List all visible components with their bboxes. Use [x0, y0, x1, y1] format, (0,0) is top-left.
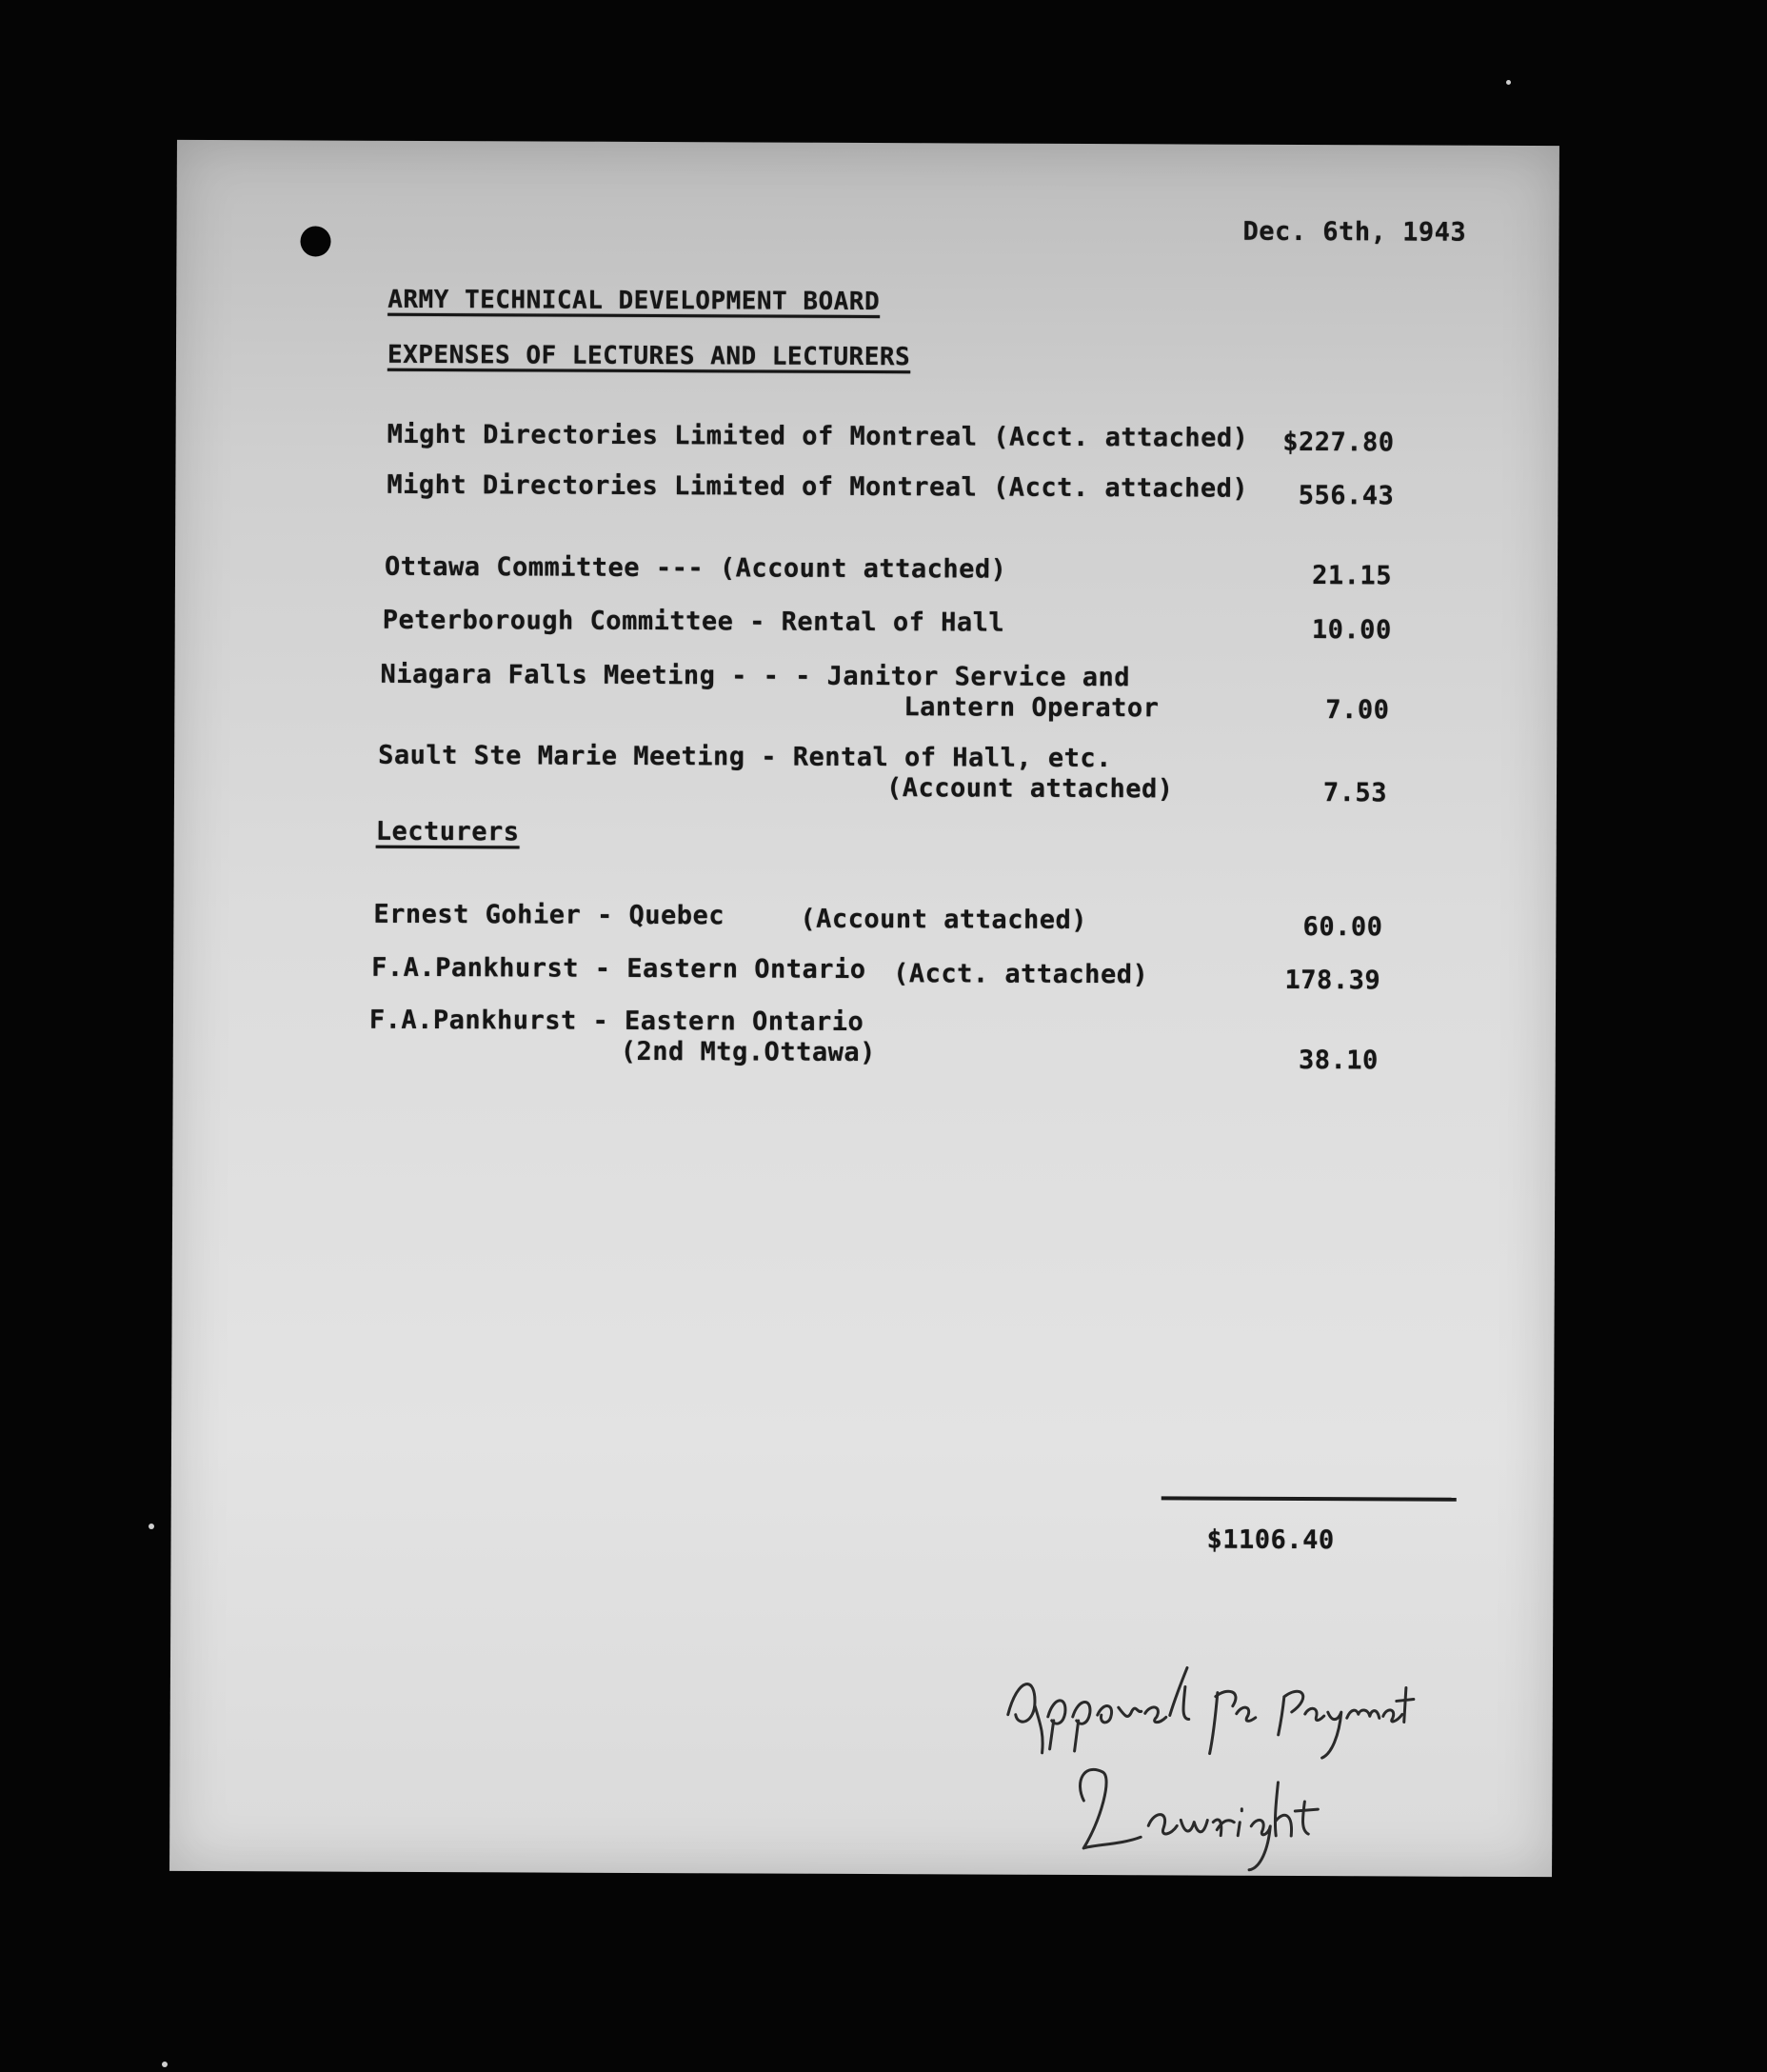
lecturer-amount: 60.00 — [1302, 912, 1383, 943]
punch-hole — [300, 226, 330, 256]
document-page — [169, 140, 1559, 1877]
expense-item-amount: 7.00 — [1325, 695, 1390, 726]
expense-item-label: Sault Ste Marie Meeting - Rental of Hall, etc. — [378, 740, 1112, 774]
lecturer-note: (Account attached) — [800, 904, 1088, 936]
expense-item-amount: 21.15 — [1312, 561, 1393, 591]
expense-item-amount: 7.53 — [1322, 778, 1388, 808]
expense-item-label: Might Directories Limited of Montreal (Acct. attached) — [387, 419, 1249, 453]
expense-item-amount: $227.80 — [1282, 427, 1395, 458]
film-speck — [162, 2062, 168, 2067]
document-subtitle: EXPENSES OF LECTURES AND LECTURERS — [387, 340, 911, 372]
lecturer-amount: 178.39 — [1284, 965, 1381, 996]
expense-item-label-continued: Lantern Operator — [903, 692, 1160, 724]
expense-item-amount: 10.00 — [1311, 615, 1392, 646]
film-speck — [149, 1524, 154, 1529]
expense-item-label: Niagara Falls Meeting - - - Janitor Service and — [380, 659, 1131, 693]
lecturer-label: Ernest Gohier - Quebec — [373, 899, 725, 931]
lecturer-label: F.A.Pankhurst - Eastern Ontario — [371, 952, 866, 986]
expense-item-amount: 556.43 — [1298, 480, 1395, 511]
lecturers-heading: Lecturers — [375, 816, 520, 847]
expense-item-label-continued: (Account attached) — [885, 773, 1174, 805]
document-title: ARMY TECHNICAL DEVELOPMENT BOARD — [387, 285, 881, 317]
lecturer-label: F.A.Pankhurst - Eastern Ontario — [368, 1005, 864, 1037]
lecturer-amount: 38.10 — [1298, 1045, 1379, 1076]
document-date: Dec. 6th, 1943 — [1242, 216, 1467, 248]
expense-item-label: Might Directories Limited of Montreal (Acct. attached) — [387, 469, 1249, 504]
expense-item-label: Peterborough Committee - Rental of Hall — [382, 605, 1005, 638]
total-amount: $1106.40 — [1206, 1524, 1335, 1556]
lecturer-label-continued: (2nd Mtg.Ottawa) — [620, 1036, 876, 1068]
total-rule — [1161, 1496, 1457, 1501]
handwritten-approval-signature — [998, 1658, 1418, 1888]
film-speck — [1506, 80, 1511, 85]
lecturer-note: (Acct. attached) — [893, 959, 1149, 990]
expense-item-label: Ottawa Committee --- (Account attached) — [384, 551, 1007, 585]
